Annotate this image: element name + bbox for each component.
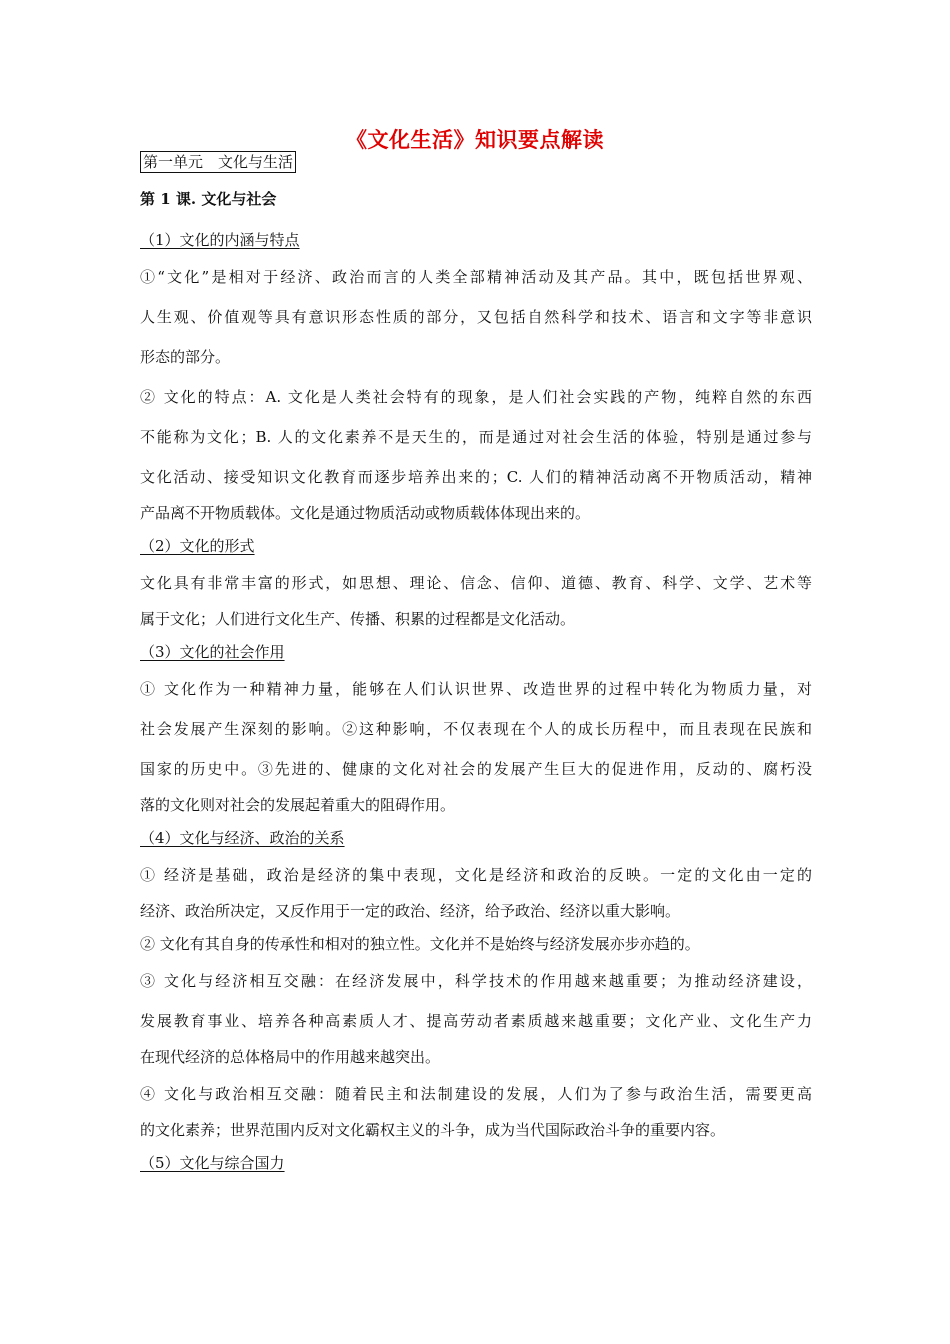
document-body: [140, 224, 812, 1180]
paragraph-line: 文化活动、接受知识文化教育而逐步培养出来的；C. 人们的精神活动离不开物质活动，精神: [140, 468, 812, 486]
paragraph-line: 国家的历史中。③先进的、健康的文化对社会的发展产生巨大的促进作用，反动的、腐朽没: [140, 760, 812, 778]
section-heading-3: （3）文化的社会作用: [140, 643, 285, 661]
paragraph-line: 人生观、价值观等具有意识形态性质的部分，又包括自然科学和技术、语言和文字等非意识: [140, 308, 812, 326]
paragraph-line: 在现代经济的总体格局中的作用越来越突出。: [140, 1048, 441, 1066]
section-heading-2: （2）文化的形式: [140, 537, 255, 555]
section-heading-4: （4）文化与经济、政治的关系: [140, 829, 345, 847]
paragraph-line: 落的文化则对社会的发展起着重大的阻碍作用。: [140, 796, 456, 814]
paragraph-line: 发展教育事业、培养各种高素质人才、提高劳动者素质越来越重要；文化产业、文化生产力: [140, 1012, 812, 1030]
section-heading-1: （1）文化的内涵与特点: [140, 231, 300, 249]
paragraph-line: 经济、政治所决定，又反作用于一定的政治、经济，给予政治、经济以重大影响。: [140, 902, 681, 920]
paragraph-line: 社会发展产生深刻的影响。②这种影响，不仅表现在个人的成长历程中，而且表现在民族和: [140, 720, 812, 738]
paragraph-line: 属于文化；人们进行文化生产、传播、积累的过程都是文化活动。: [140, 610, 576, 628]
lesson-heading: 第 1 课. 文化与社会: [140, 190, 277, 208]
paragraph-line: ① 经济是基础，政治是经济的集中表现，文化是经济和政治的反映。一定的文化由一定的: [140, 866, 812, 884]
paragraph-line: ② 文化有其自身的传承性和相对的独立性。文化并不是始终与经济发展亦步亦趋的。: [140, 935, 700, 953]
paragraph-line: 形态的部分。: [140, 348, 231, 366]
paragraph-line: ② 文化的特点：A. 文化是人类社会特有的现象，是人们社会实践的产物，纯粹自然的东西: [140, 388, 812, 406]
paragraph-line: 的文化素养；世界范围内反对文化霸权主义的斗争，成为当代国际政治斗争的重要内容。: [140, 1121, 726, 1139]
unit-heading: 第一单元 文化与生活: [140, 151, 296, 173]
paragraph-line: ③ 文化与经济相互交融：在经济发展中，科学技术的作用越来越重要；为推动经济建设，: [140, 972, 812, 990]
paragraph-line: ① 文化作为一种精神力量，能够在人们认识世界、改造世界的过程中转化为物质力量，对: [140, 680, 812, 698]
paragraph-line: 产品离不开物质载体。文化是通过物质活动或物质载体体现出来的。: [140, 504, 591, 522]
paragraph-line: 文化具有非常丰富的形式，如思想、理论、信念、信仰、道德、教育、科学、文学、艺术等: [140, 574, 812, 592]
section-heading-5: （5）文化与综合国力: [140, 1154, 285, 1172]
paragraph-line: ①“文化”是相对于经济、政治而言的人类全部精神活动及其产品。其中，既包括世界观、: [140, 268, 812, 286]
paragraph-line: ④ 文化与政治相互交融：随着民主和法制建设的发展，人们为了参与政治生活，需要更高: [140, 1085, 812, 1103]
document-title: 《文化生活》知识要点解读: [346, 127, 604, 152]
paragraph-line: 不能称为文化；B. 人的文化素养不是天生的，而是通过对社会生活的体验，特别是通过参与: [140, 428, 812, 446]
